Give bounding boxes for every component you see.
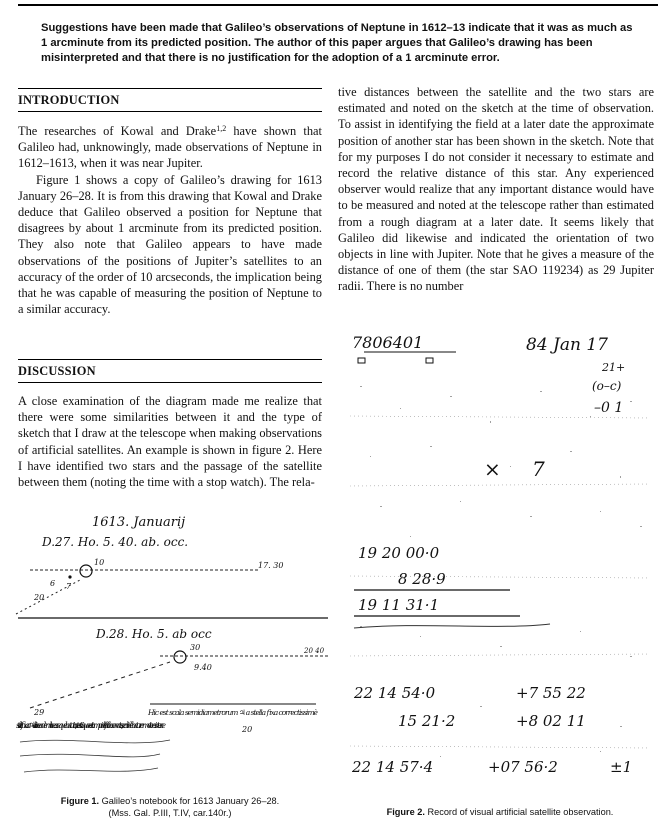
top-rule [18, 4, 658, 6]
figure-1-caption-line-1: Figure 1. Galileo’s notebook for 1613 January 26–28. [60, 796, 280, 806]
discussion-heading: DISCUSSION [18, 359, 322, 383]
fig1-dashed-diagonal-2 [30, 662, 170, 708]
fig2-time-3: 19 11 31·1 [358, 596, 440, 614]
right-column-paragraph: tive distances between the satellite and the two stars are estimated and noted on the sketch at the time of observation. To assist in identifying the field at a later date the approximate position of another star has been shown in the sketch. Note that for my purposes I do not consider it necessary to estimate and record the relative distance of this star. Any experienced observer would realize that any important distance would have to be measured and noted at the telescope rather than estimated from a rough diagram at a later date. It seems likely that Galileo did likewise and indicated the orientation of two objects in line with Jupiter. Note that he gives a measure of the distance of one of them (the star SAO 119234) as 29 Jupiter radii. There is no number [338, 85, 654, 294]
figure-1-caption-line-2: (Mss. Gal. P.III, T.IV, car.140r.) [108, 808, 232, 818]
fig1-num-1730: 17. 30 [258, 561, 284, 570]
fig1-satellite-dot [68, 575, 71, 578]
fig2-box-1 [358, 358, 365, 363]
fig2-ra-3: 22 14 57·4 [352, 758, 434, 776]
fig1-title-hand: 1613. Januarij [92, 515, 186, 530]
fig2-time-1: 19 20 00·0 [358, 544, 440, 562]
fig2-curve [354, 624, 550, 628]
fig2-box-2 [426, 358, 433, 363]
fig2-dec-3: +07 56·2 [488, 758, 558, 776]
fig1-jupiter-circle-1 [80, 565, 92, 577]
fig1-num-29: 29 [34, 708, 45, 717]
fig1-jupiter-circle-2 [174, 651, 186, 663]
right-column-body [338, 84, 654, 295]
introduction-heading: INTRODUCTION [18, 88, 322, 112]
fig2-satellite-id: 7806401 [352, 333, 424, 352]
fig2-pm-1: ±1 [610, 758, 633, 776]
fig1-num-20b: 20 [242, 725, 253, 734]
introduction-paragraph-1: The researches of Kowal and Drake$^{1,2}$ have shown that Galileo had, unknowingly, made observations of Neptune in 1612–1613, when it was near Jupiter. [18, 124, 322, 171]
figure-1-galileo-sketch [10, 510, 328, 790]
figure-2-caption: Figure 2. Record of visual artificial satellite observation. [386, 807, 614, 817]
abstract: Suggestions have been made that Galileo’s observations of Neptune in 1612–13 indicate that it was as much as 1 arcminute from its predicted position. The author of this paper argues that Galileo’s drawing has been misinterpreted and that there is no justification for the adoption of a 1 arcminute error. [41, 22, 633, 64]
fig2-minus-01: –0 1 [594, 400, 624, 416]
fig2-note-21: 21+ [602, 361, 626, 374]
fig2-star-7: 7 [532, 457, 545, 481]
fig2-speckle-noise [350, 366, 650, 767]
fig1-num-2040: 20 40 [304, 647, 325, 655]
fig2-ra-1: 22 14 54·0 [354, 684, 436, 702]
fig2-o-c: (o–c) [592, 379, 622, 393]
fig1-note-right: Hic est scala semidiametrorum ♃ a stella fixa correctissimè [148, 708, 318, 717]
fig1-note-left: stella fixa a ♃ alia in eadem linea sequebatur ita, ut est. 6. quae etiam pridie fuit observata, sed videbatur remotiores inter se [16, 721, 166, 731]
fig1-line2-hand: D.28. Ho. 5. ab occ [96, 627, 212, 641]
fig1-dashed-diagonal-1 [16, 580, 80, 614]
fig2-dec-2: +8 02 11 [516, 712, 586, 730]
fig2-time-2: 8 28·9 [398, 570, 446, 588]
fig1-num-30: 30 [190, 643, 201, 652]
fig2-ra-2: 15 21·2 [398, 712, 456, 730]
fig1-num-10: 10 [94, 558, 105, 567]
fig1-handwriting-scribbles [20, 740, 170, 772]
figure-2-satellite-record [340, 326, 658, 796]
introduction-body [18, 123, 322, 317]
fig1-line1-hand: D.27. Ho. 5. 40. ab. occ. [42, 535, 189, 549]
fig2-cross-x: × [484, 457, 501, 481]
fig1-num-7: 7 [66, 582, 72, 591]
fig2-dec-1: +7 55 22 [516, 684, 586, 702]
fig2-date: 84 Jan 17 [526, 335, 608, 355]
figure-1-caption [30, 795, 310, 819]
fig1-num-20: 20 [34, 593, 45, 602]
fig1-num-6: 6 [50, 579, 56, 588]
discussion-paragraph-1: A close examination of the diagram made me realize that there were some similarities between it and the type of sketch that I draw at the telescope when making observations of artificial satellites. An example is shown in figure 2. Here I have identified two stars and the passage of the satellite between them (noting the time with a stop watch). The rela- [18, 394, 322, 490]
fig1-num-940: 9.40 [194, 663, 212, 672]
discussion-body [18, 393, 322, 490]
introduction-paragraph-2: Figure 1 shows a copy of Galileo’s drawing for 1613 January 26–28. It is from this drawing that Kowal and Drake deduce that Galileo observed a position for Neptune that disagrees by about 1 arcminute from its predicted position. They also note that Galileo appears to have made observations of the positions of Jupiter’s satellites to an accuracy of the order of 10 arcseconds, the implication being that he was capable of measuring the position of Neptune to a similar accuracy. [18, 172, 322, 317]
